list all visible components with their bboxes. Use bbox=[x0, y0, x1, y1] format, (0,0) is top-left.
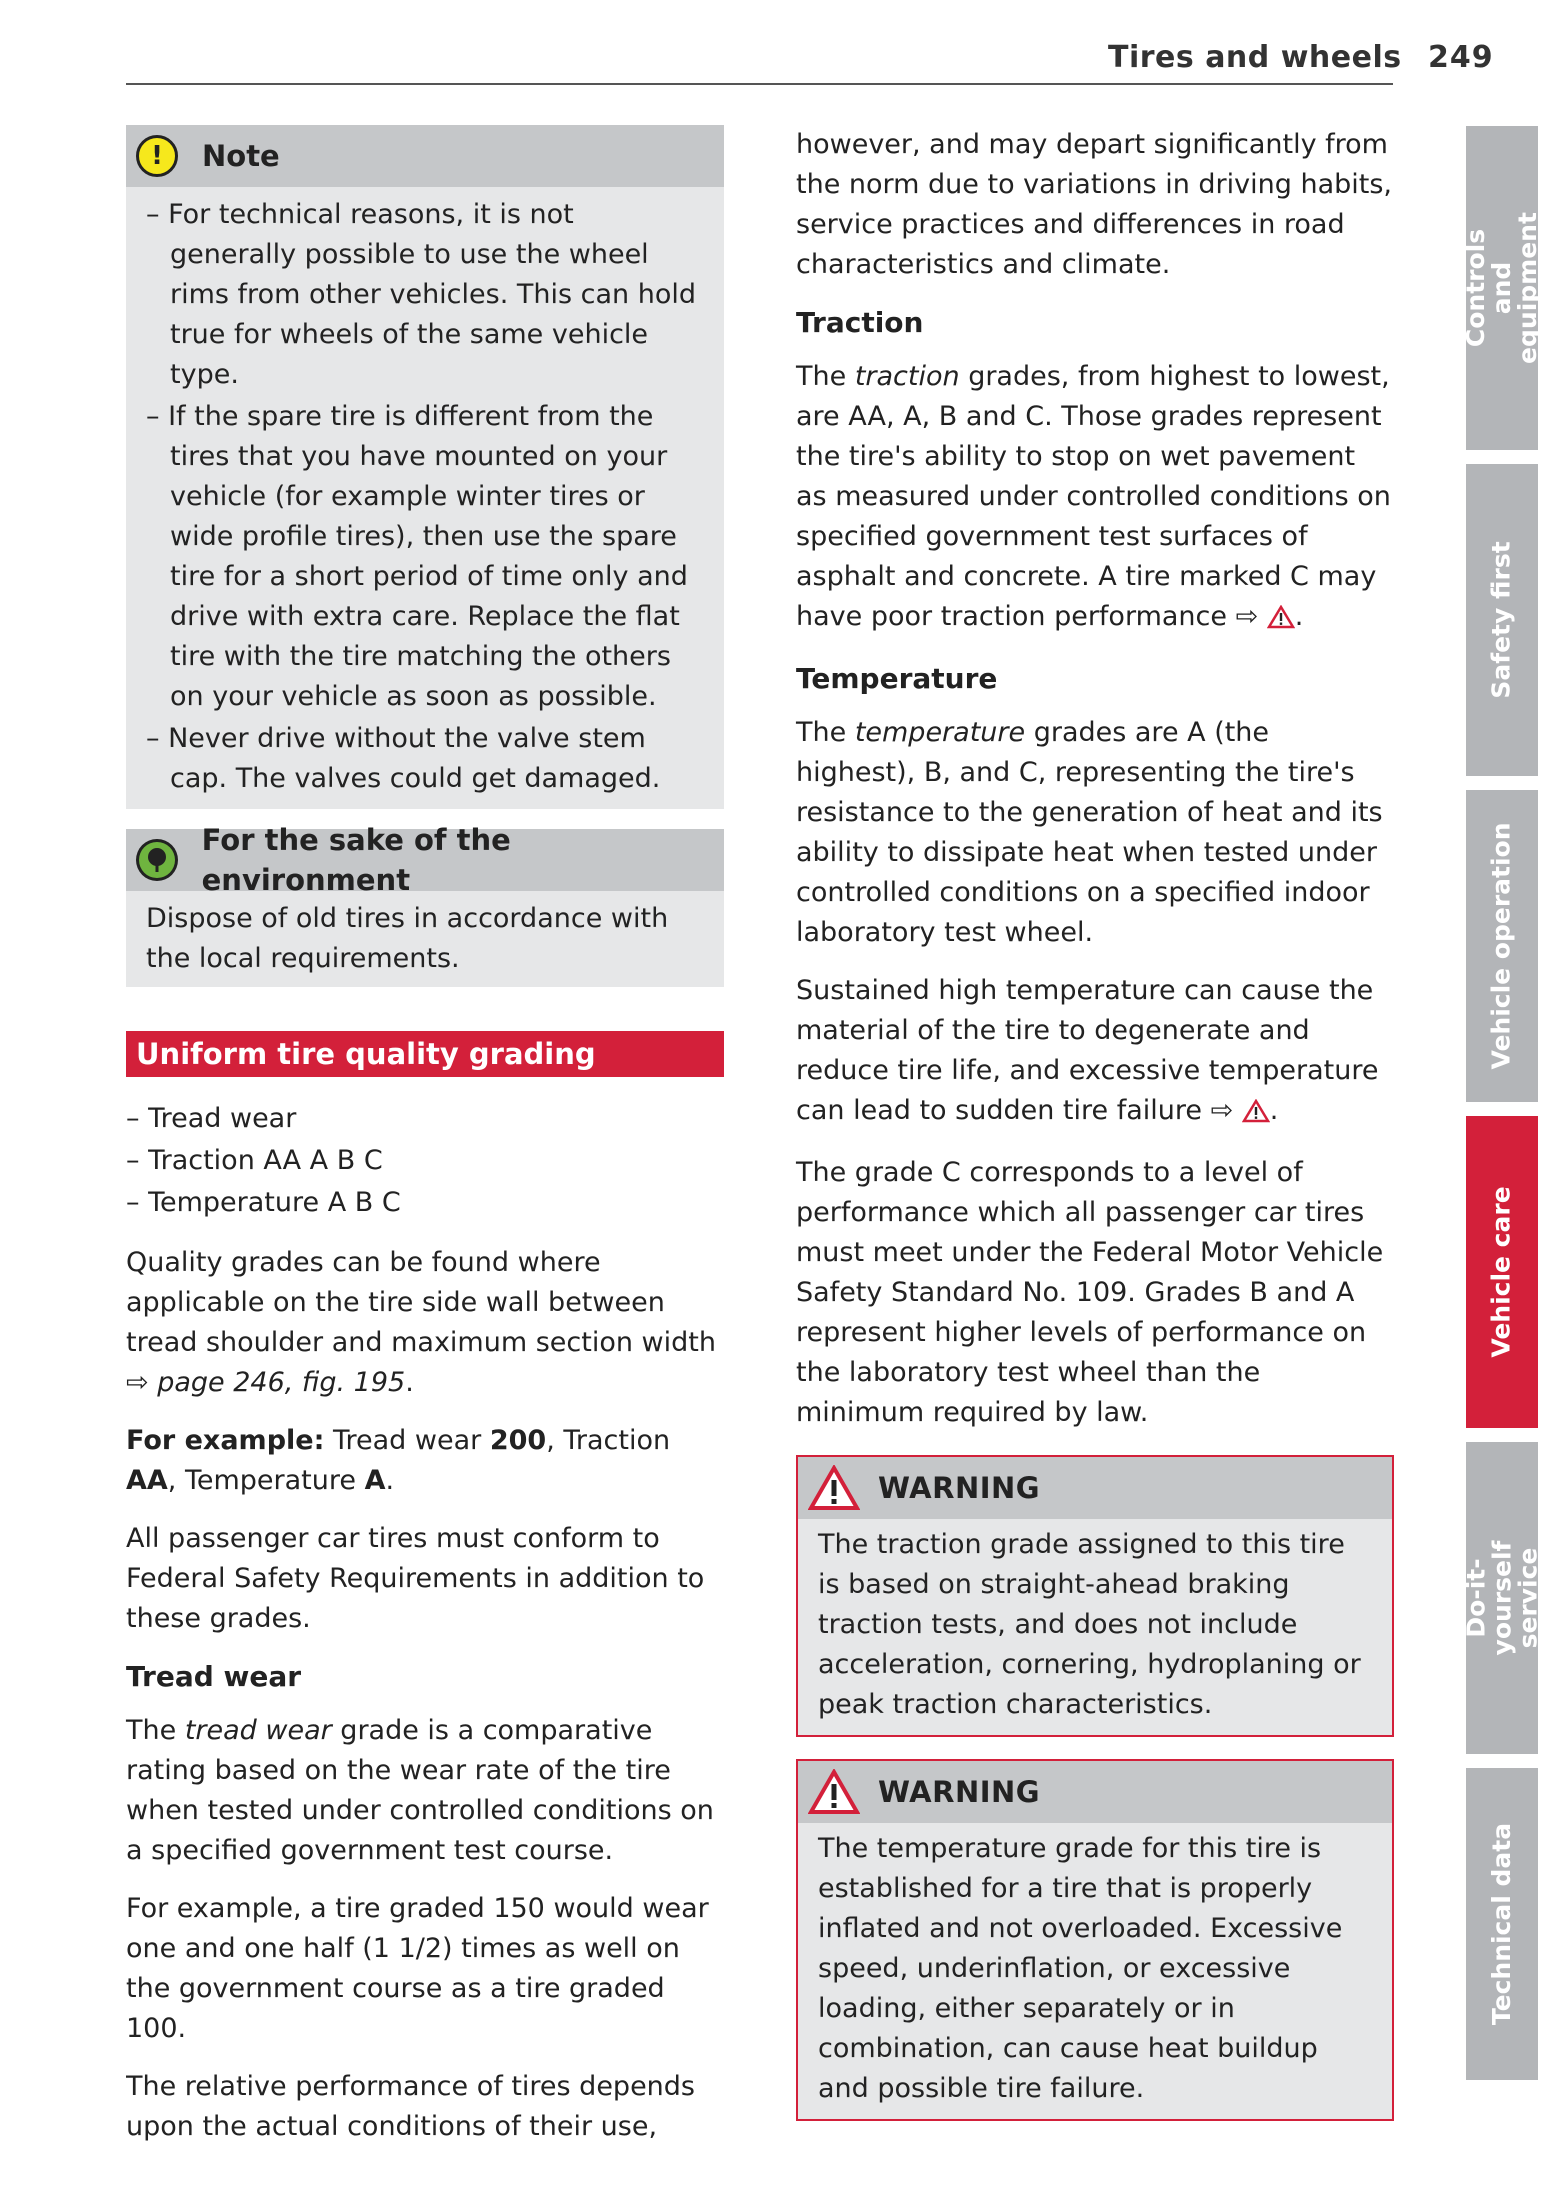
quality-paragraph bbox=[126, 1243, 724, 1403]
continued-text: however, and may depart significantly from the norm due to variations in driving habits, service practices and differences in road characteristics and climate. bbox=[796, 129, 1392, 280]
warning-header bbox=[798, 1761, 1392, 1823]
note-item: – For technical reasons, it is not generally possible to use the wheel rims from other vehicles. This can hold true for wheels of the same vehicle type. bbox=[146, 199, 696, 390]
example-text: , Traction bbox=[546, 1425, 671, 1456]
warning-text: The traction grade assigned to this tire is based on straight-ahead braking traction tests, and does not include acceleration, cornering, hydroplaning or peak traction characteristics. bbox=[818, 1529, 1361, 1720]
exclamation-icon: ! bbox=[136, 135, 178, 177]
tab-label: Vehicle care bbox=[1487, 1186, 1517, 1358]
grade-c-paragraph: The grade C corresponds to a level of performance which all passenger car tires must meet under the Federal Motor Vehicle Safety Standard No. 109. Grades B and A represent higher levels of performance on the laboratory test wheel than the minimum required by law. bbox=[796, 1157, 1384, 1428]
environment-text: Dispose of old tires in accordance with the local requirements. bbox=[146, 903, 669, 974]
warning-box-temperature bbox=[796, 1759, 1394, 2121]
warning-title: WARNING bbox=[878, 1775, 1041, 1809]
tab-label: Technical data bbox=[1487, 1822, 1517, 2026]
temperature-heading: Temperature bbox=[796, 662, 998, 695]
tread-wear-text: grade is a comparative rating based on the wear rate of the tire when tested under controlled conditions on a specified government test course. bbox=[126, 1715, 714, 1866]
warning-title: WARNING bbox=[878, 1471, 1041, 1505]
traction-term: traction bbox=[854, 361, 960, 392]
warning-triangle-icon bbox=[808, 1769, 860, 1815]
tree-icon bbox=[136, 839, 178, 881]
note-title: Note bbox=[202, 139, 280, 173]
traction-text: grades, from highest to lowest, are AA, A, B and C. Those grades represent the tire's ability to stop on wet pavement as measured under controlled conditions on specified government test surfaces of asphalt and concrete. A tire marked C may have poor traction performance ⇨ bbox=[796, 361, 1391, 632]
tread-wear-relative-continued bbox=[796, 125, 1394, 285]
warning-reference-icon[interactable] bbox=[1267, 601, 1295, 641]
list-item: – Tread wear bbox=[126, 1103, 297, 1134]
warning-triangle-icon bbox=[808, 1465, 860, 1511]
example-text: , Temperature bbox=[167, 1465, 365, 1496]
traction-text: The bbox=[796, 361, 855, 392]
temperature-failure-text: Sustained high temperature can cause the material of the tire to degenerate and reduce tire life, and excessive temperature can lead to sudden tire failure ⇨ bbox=[796, 975, 1379, 1126]
tab-safety-first[interactable] bbox=[1466, 464, 1538, 776]
environment-box-body bbox=[126, 891, 724, 987]
tab-do-it-yourself-service[interactable] bbox=[1461, 1442, 1543, 1754]
tab-label: Do-it-yourself service bbox=[1461, 1540, 1543, 1656]
traction-paragraph: The traction grades, from highest to lowest, are AA, A, B and C. Those grades represent the tire's ability to stop on wet pavement as measured under controlled conditions on specified government test surfaces of asphalt and concrete. A tire marked C may have poor traction performance ⇨ . bbox=[796, 357, 1394, 641]
temperature-text: grades are A (the highest), B, and C, representing the tire's resistance to the generation of heat and its ability to dissipate heat when tested under controlled conditions on a specified indoor laboratory test wheel. bbox=[796, 717, 1383, 948]
tab-label: Controls and equipment bbox=[1461, 212, 1542, 364]
warning-header bbox=[798, 1457, 1392, 1519]
left-column bbox=[126, 125, 724, 2165]
tread-wear-example: For example, a tire graded 150 would wear one and one half (1 1/2) times as well on the government course as a tire graded 100. bbox=[126, 1893, 709, 2044]
page-reference-link[interactable]: page 246, fig. 195 bbox=[157, 1367, 406, 1398]
example-value: A bbox=[364, 1465, 386, 1496]
note-box-body bbox=[126, 187, 724, 809]
tab-label: Vehicle operation bbox=[1487, 822, 1517, 1070]
environment-box-header bbox=[126, 823, 724, 897]
environment-title: For the sake of the environment bbox=[201, 823, 511, 897]
note-item: – If the spare tire is different from the tires that you have mounted on your vehicle (for example winter tires or wide profile tires), then use the spare tire for a short period of time only and drive with extra care. Replace the flat tire with the tire matching the others on your vehicle as soon as possible. bbox=[146, 401, 688, 712]
temperature-text: The bbox=[796, 717, 855, 748]
tab-controls-and-equipment[interactable] bbox=[1461, 126, 1542, 450]
header-rule bbox=[126, 83, 1393, 85]
tread-wear-heading: Tread wear bbox=[126, 1660, 302, 1693]
quality-end: . bbox=[405, 1367, 414, 1398]
example-label: For example: bbox=[126, 1425, 325, 1456]
temperature-paragraph bbox=[796, 713, 1394, 953]
tread-wear-relative: The relative performance of tires depends upon the actual conditions of their use, bbox=[126, 2071, 696, 2142]
section-title: Uniform tire quality grading bbox=[126, 1031, 724, 1077]
federal-paragraph: All passenger car tires must conform to Federal Safety Requirements in addition to these grades. bbox=[126, 1523, 705, 1634]
running-header-title: Tires and wheels bbox=[1108, 40, 1402, 75]
example-text: . bbox=[385, 1465, 395, 1496]
example-value: 200 bbox=[489, 1425, 547, 1456]
note-item: – Never drive without the valve stem cap. The valves could get damaged. bbox=[146, 723, 661, 794]
tread-wear-paragraph bbox=[126, 1711, 724, 1871]
quality-text: Quality grades can be found where applicable on the tire side wall between tread shoulder and maximum section width ⇨ bbox=[126, 1247, 716, 1398]
list-item: – Temperature A B C bbox=[126, 1187, 401, 1218]
temperature-term: temperature bbox=[854, 717, 1026, 748]
page-number: 249 bbox=[1428, 40, 1494, 75]
warning-reference-icon[interactable] bbox=[1242, 1095, 1270, 1135]
environment-box bbox=[126, 823, 724, 987]
example-value: AA bbox=[126, 1465, 168, 1496]
traction-heading: Traction bbox=[796, 306, 924, 339]
note-box bbox=[126, 125, 724, 809]
example-text: Tread wear bbox=[324, 1425, 490, 1456]
warning-text: The temperature grade for this tire is established for a tire that is properly inflated and not overloaded. Excessive speed, underinflation, or excessive loading, either separately or in combination, can cause heat buildup and possible tire failure. bbox=[818, 1833, 1343, 2104]
temperature-failure-paragraph: Sustained high temperature can cause the material of the tire to degenerate and reduce tire life, and excessive temperature can lead to sudden tire failure ⇨ . bbox=[796, 971, 1394, 1135]
list-item: – Traction AA A B C bbox=[126, 1145, 383, 1176]
tread-wear-term: tread wear bbox=[184, 1715, 332, 1746]
grade-list bbox=[126, 1099, 724, 1223]
tab-label: Safety first bbox=[1487, 541, 1517, 699]
right-column bbox=[796, 125, 1394, 2137]
warning-box-traction bbox=[796, 1455, 1394, 1737]
tab-vehicle-operation[interactable] bbox=[1466, 790, 1538, 1102]
example-paragraph bbox=[126, 1421, 724, 1501]
tread-wear-text: The bbox=[126, 1715, 185, 1746]
tab-technical-data[interactable] bbox=[1466, 1768, 1538, 2080]
note-box-header bbox=[126, 125, 724, 187]
tab-vehicle-care[interactable] bbox=[1466, 1116, 1538, 1428]
